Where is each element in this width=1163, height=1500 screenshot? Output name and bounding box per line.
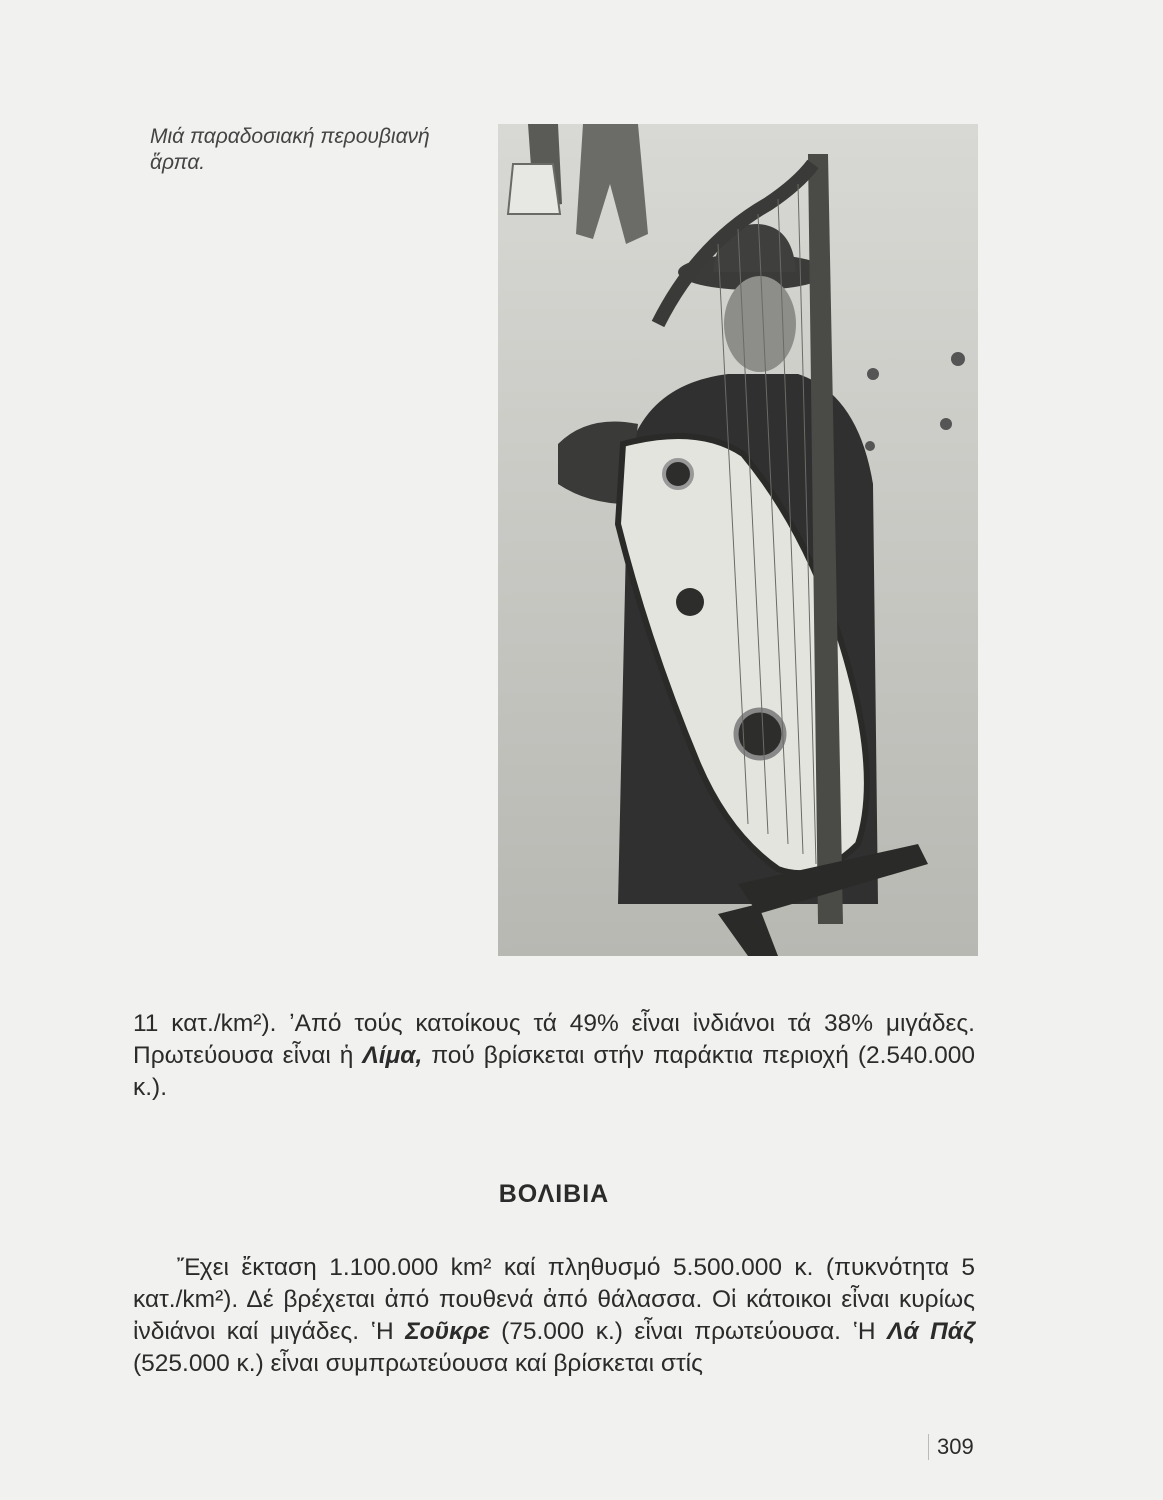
sucre-emphasis: Σοῦκρε [405, 1318, 490, 1345]
caption-line-1: Μιά παραδοσιακή περουβιανή [150, 125, 430, 148]
harp-photo-illustration [498, 124, 978, 956]
lapaz-emphasis: Λά Πάζ [887, 1318, 975, 1345]
paragraph-bolivia [133, 1252, 975, 1380]
para1-text-after: πού βρίσκεται στήν παράκτια περιοχή (2.540.000 κ.). [133, 1042, 975, 1101]
photo-caption [150, 124, 490, 176]
para2-part3: (525.000 κ.) εἶναι συμπρωτεύουσα καί βρίσκεται στίς [133, 1350, 703, 1377]
caption-line-2: ἅρπα. [150, 151, 206, 174]
section-heading-bolivia: ΒΟΛΙΒΙΑ [498, 1180, 610, 1208]
lima-emphasis: Λίμα, [362, 1042, 423, 1069]
para1-text-before: 11 κατ./km²). ʼΑπό τούς κατοίκους τά 49% εἶναι ἰνδιάνοι τά 38% μιγάδες. Πρωτεύουσα εἶναι ἡ [133, 1010, 975, 1069]
para2-part2: (75.000 κ.) εἶναι πρωτεύουσα. ʽΗ [489, 1318, 888, 1345]
para2-part1: Ἔχει ἔκταση 1.100.000 km² καί πληθυσμό 5.500.000 κ. (πυκνότητα 5 κατ./km²). Δέ βρέχεται ἀπό πουθενά ἀπό θάλασσα. Οἱ κάτοικοι εἶναι κυρίως ἰνδιάνοι καί μιγάδες. ʽΗ [133, 1254, 975, 1345]
harp-photograph [498, 124, 978, 956]
page-number: 309 [928, 1434, 974, 1460]
paragraph-peru-population [133, 1008, 975, 1104]
